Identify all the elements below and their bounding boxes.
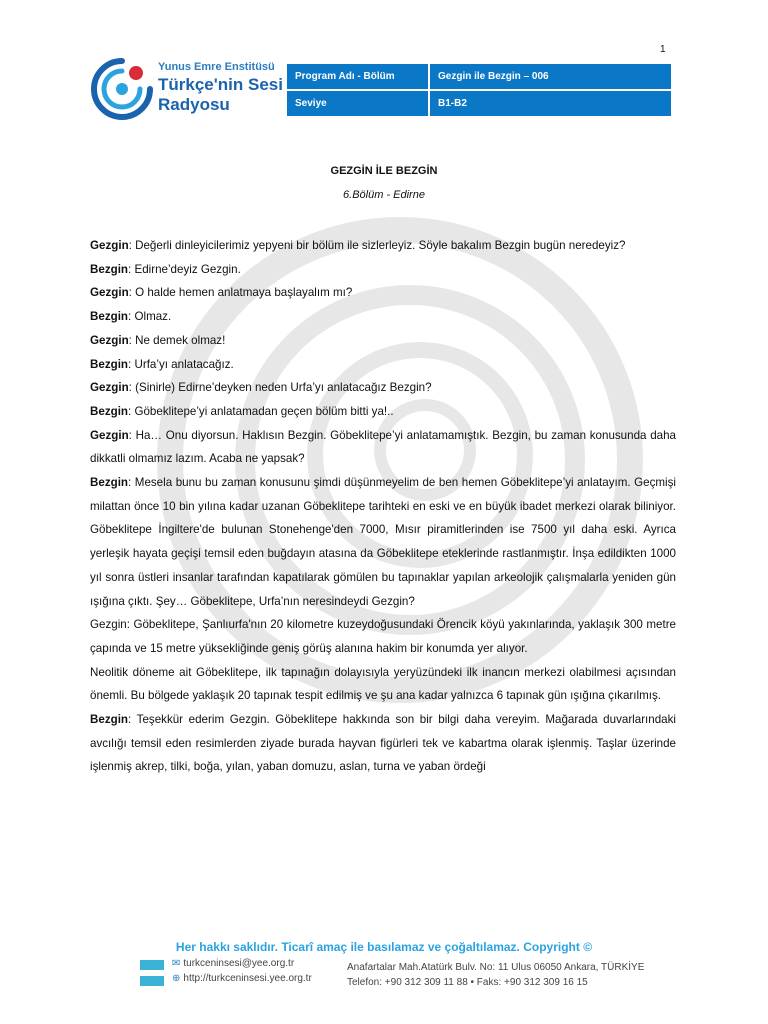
footer-phone: Telefon: +90 312 309 11 88 • Faks: +90 312 309 16 15 <box>347 977 588 988</box>
speaker-separator: : <box>128 404 135 418</box>
document-subtitle: 6.Bölüm - Edirne <box>343 189 425 201</box>
logo-line-3: Radyosu <box>158 95 230 114</box>
dialogue-text: Urfa’yı anlatacağız. <box>134 357 234 371</box>
dialogue-text: Olmaz. <box>134 310 172 324</box>
speaker-separator: : <box>128 357 135 371</box>
logo-line-2: Türkçe'nin Sesi <box>158 75 283 94</box>
program-row <box>286 63 672 90</box>
speaker-name: Gezgin <box>90 286 129 300</box>
footer-address-block <box>347 960 644 990</box>
footer-bar-1 <box>140 960 164 970</box>
dialogue-text: Teşekkür ederim Gezgin. Göbeklitepe hakkında son bir bilgi daha vereyim. Mağarada duvarlarındaki avcılığı temsil eden resimlerden ziyade burada hayvan figürleri tek ve kabartma olarak işlenmiş. Taşlar üzerinde işlenmiş akrep, tilki, boğa, yılan, yaban domuzu, aslan, turna ve yaban ördeği <box>90 713 676 774</box>
footer-email-text: turkceninsesi@yee.org.tr <box>183 958 295 969</box>
footer-copyright: Her hakkı saklıdır. Ticarî amaç ile basılamaz ve çoğaltılamaz. Copyright © <box>175 940 593 954</box>
dialogue-text: Mesela bunu bu zaman konusunu şimdi düşünmeyelim de ben hemen Göbeklitepe’yi anlatayım. Geçmişi milattan önce 10 bin yılına kadar uzanan Göbeklitepe tarihteki en eski ve en büyük ibadet merkezi olarak biliniyor. Göbeklitepe İngiltere'de bulunan Stonehenge'den 7000, Mısır piramitlerinden ise 7500 yıl daha eski. Ayrıca yerleşik hayata geçişi temsil eden buğdayın atasına da Göbeklitepe eteklerinde rastlanmıştır. İnşa edildikten 1000 yıl sonra üstleri insanlar tarafından kapatılarak gömülen bu tapınaklar yapılan arkeolojik çalışmalarla yeniden gün ışığına çıktı. Şey… Göbeklitepe, Urfa’nın neresindeydi Gezgin? <box>90 476 676 608</box>
dialogue-line <box>90 329 676 353</box>
dialogue-text: Ne demek olmaz! <box>135 333 226 347</box>
footer-links <box>172 956 312 986</box>
speaker-name: Gezgin <box>90 333 129 347</box>
dialogue-line <box>90 661 676 708</box>
speaker-separator: : <box>128 310 135 324</box>
dialogue-line <box>90 353 676 377</box>
dialogue-line <box>90 376 676 400</box>
footer-website-text: http://turkceninsesi.yee.org.tr <box>183 973 312 984</box>
level-row <box>286 90 672 117</box>
logo-mark-icon <box>88 55 156 123</box>
speaker-separator: : <box>128 713 137 727</box>
speaker-separator: : <box>128 286 136 300</box>
dialogue-text: (Sinirle) Edirne’deyken neden Urfa’yı anlatacağız Bezgin? <box>135 381 432 395</box>
dialogue-text: Değerli dinleyicilerimiz yepyeni bir bölüm ile sizlerleyiz. Söyle bakalım Bezgin bugün neredeyiz? <box>135 239 626 252</box>
dialogue-text: Neolitik döneme ait Göbeklitepe, ilk tapınağın dolayısıyla yeryüzündeki ilk inancın merkezi olabilmesi açısından önemli. Bu bölgede yaklaşık 20 tapınak tespit edilmiş ve şu ana kadar yalnızca 6 tapınak gün ışığına çıkarılmış. <box>90 665 676 703</box>
dialogue-line <box>90 258 676 282</box>
speaker-name: Bezgin <box>90 404 129 418</box>
footer-email[interactable] <box>172 956 312 971</box>
dialogue-text: Gezgin: Göbeklitepe, Şanlıurfa'nın 20 kilometre kuzeydoğusundaki Örencik köyü yakınlarında, yaklaşık 300 metre çapında ve 15 metre yüksekliğinde geniş görüş alanına hakim bir konumda yer alıyor. <box>90 618 676 655</box>
speaker-separator: : <box>128 333 136 347</box>
footer-bar-2 <box>140 976 164 986</box>
speaker-name: Gezgin <box>90 381 129 395</box>
dialogue-line <box>90 471 676 613</box>
speaker-name: Gezgin <box>90 428 129 442</box>
logo-line-1: Yunus Emre Enstitüsü <box>158 61 275 73</box>
speaker-separator: : <box>128 428 136 442</box>
program-info-table <box>285 62 673 118</box>
program-value: Gezgin ile Bezgin – 006 <box>429 63 672 90</box>
globe-icon: ⊕ <box>172 973 181 984</box>
dialogue-text: O halde hemen anlatmaya başlayalım mı? <box>135 286 353 300</box>
dialogue-body <box>90 234 676 779</box>
dialogue-line <box>90 400 676 424</box>
level-label: Seviye <box>286 90 429 117</box>
speaker-name: Bezgin <box>90 713 129 727</box>
speaker-name: Bezgin <box>90 262 129 276</box>
level-value: B1-B2 <box>429 90 672 117</box>
page-number: 1 <box>660 44 666 55</box>
dialogue-line <box>90 305 676 329</box>
envelope-icon: ✉ <box>172 958 181 969</box>
document-title: GEZGİN İLE BEZGİN <box>330 165 438 177</box>
logo <box>88 55 288 125</box>
dialogue-line <box>90 234 676 258</box>
speaker-separator: : <box>128 239 136 252</box>
dialogue-line <box>90 708 676 779</box>
speaker-name: Gezgin <box>90 239 129 252</box>
speaker-name: Bezgin <box>90 476 129 490</box>
speaker-separator: : <box>128 476 135 490</box>
dialogue-text: Ha… Onu diyorsun. Haklısın Bezgin. Göbeklitepe’yi anlatamamıştık. Bezgin, bu zaman konusunda daha dikkatli olmamız lazım. Acaba ne yapsak? <box>90 428 676 466</box>
speaker-separator: : <box>128 262 135 276</box>
dialogue-text: Göbeklitepe’yi anlatamadan geçen bölüm bitti ya!.. <box>134 404 394 418</box>
footer-address: Anafartalar Mah.Atatürk Bulv. No: 11 Ulus 06050 Ankara, TÜRKİYE <box>347 962 645 973</box>
footer-website[interactable] <box>172 971 312 986</box>
dialogue-line <box>90 281 676 305</box>
dialogue-line <box>90 424 676 471</box>
program-label: Program Adı - Bölüm <box>286 63 429 90</box>
dialogue-line <box>90 613 676 660</box>
speaker-name: Bezgin <box>90 310 129 324</box>
speaker-name: Bezgin <box>90 357 129 371</box>
dialogue-text: Edirne’deyiz Gezgin. <box>134 262 241 276</box>
speaker-separator: : <box>128 381 136 395</box>
